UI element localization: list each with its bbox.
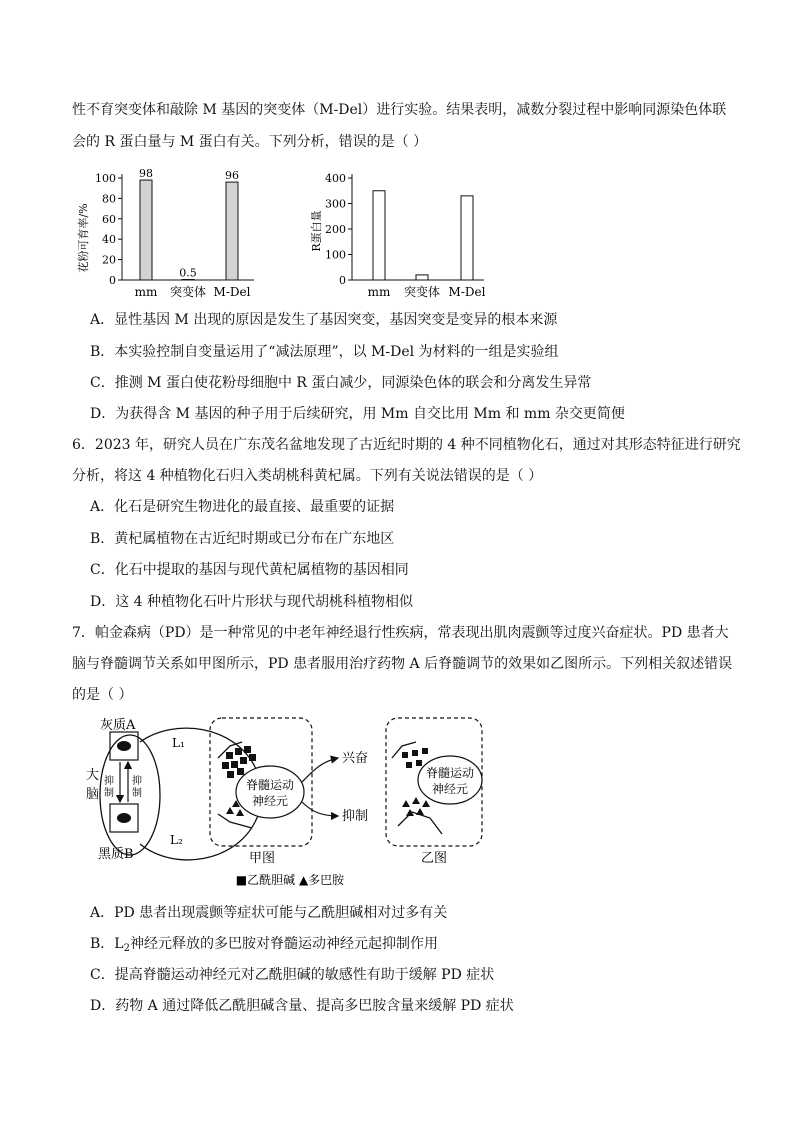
yi-synapse-bottom [398, 812, 442, 834]
chart1-ytick-label: 20 [102, 253, 116, 267]
y-axis-label-2 [310, 210, 323, 251]
chart2-ytick-label: 400 [325, 172, 346, 185]
inhibit-right-1: 抑 [132, 776, 142, 787]
q6-option-c: C．化石中提取的基因与现代黄杞属植物的基因相同 [90, 562, 409, 578]
brain-label-1: 大 [86, 768, 100, 783]
chart1-ytick-label: 40 [102, 233, 116, 247]
chart1-ytick-label: 80 [102, 192, 116, 206]
chart2-category-label: M-Del [448, 285, 486, 299]
q7-line-1: 7．帕金森病（PD）是一种常见的中老年神经退行性疾病，常表现出肌肉震颤等过度兴奋症状。PD 患者大 [72, 625, 729, 641]
chart1-data-label: 0.5 [179, 266, 197, 280]
l2-label: L₂ [170, 833, 183, 847]
chart1-bar [140, 180, 152, 280]
q5-option-b: B．本实验控制自变量运用了“减法原理”，以 M-Del 为材料的一组是实验组 [90, 344, 559, 360]
inhibit-left-1: 抑 [104, 776, 114, 787]
q6-option-a: A．化石是研究生物进化的最直接、最重要的证据 [90, 499, 395, 515]
excite-arrow [302, 758, 338, 782]
chart1-bar [226, 182, 238, 280]
gray-matter-nucleus [117, 741, 131, 751]
chart1-category-label: 突变体 [169, 285, 207, 299]
q6-option-d: D．这 4 种植物化石叶片形状与现代胡桃科植物相似 [90, 594, 414, 610]
yi-caption: 乙图 [420, 851, 448, 866]
chart2-bar [373, 191, 385, 280]
chart1-bar [182, 279, 194, 280]
q7-option-d: D．药物 A 通过降低乙酰胆碱含量、提高多巴胺含量来缓解 PD 症状 [90, 998, 514, 1014]
q5-option-d: D．为获得含 M 基因的种子用于后续研究，用 Mm 自交比用 Mm 和 mm 杂交更简便 [90, 406, 625, 422]
chart1-ytick-label: 100 [95, 172, 116, 185]
q5-option-c: C．推测 M 蛋白使花粉母细胞中 R 蛋白减少，同源染色体的联会和分离发生异常 [90, 375, 592, 391]
chart2-category-label: mm [367, 285, 391, 299]
q5-option-a: A．显性基因 M 出现的原因是发生了基因突变，基因突变是变异的根本来源 [90, 312, 558, 328]
chart2-ytick-label: 0 [339, 274, 346, 287]
inhibit-out-arrow [302, 802, 338, 816]
l1-label: L₁ [172, 736, 185, 750]
chart1-data-label: 96 [225, 169, 239, 183]
chart2-bar [416, 275, 428, 280]
yi-neuron [418, 756, 482, 804]
chart1-data-label: 98 [139, 167, 153, 181]
q7-option-b [90, 934, 438, 959]
q7-option-b-subscript: 2 [123, 943, 130, 954]
yi-acetylcholine-cluster [402, 748, 428, 768]
svg-text:R蛋白量: R蛋白量 [310, 210, 323, 252]
pollen-fertility-chart [72, 166, 272, 306]
chart1-ytick-label: 60 [102, 212, 116, 226]
q7-option-b-text: 神经元释放的多巴胺对脊髓运动神经元起抑制作用 [129, 936, 438, 952]
q6-line-1: 6．2023 年，研究人员在广东茂名盆地发现了古近纪时期的 4 种不同植物化石，通过对其形态特征进行研究 [72, 437, 741, 453]
excite-label: 兴奋 [342, 751, 369, 766]
q7-option-b-prefix: B．L [90, 936, 124, 952]
jia-neuron [236, 766, 304, 818]
inhibit-left-2: 制 [104, 788, 114, 799]
black-matter-label: 黑质B [98, 847, 134, 862]
chart2-category-label: 突变体 [403, 285, 441, 299]
inhibit-out-label: 抑制 [342, 809, 369, 824]
inhibit-right-2: 制 [132, 788, 142, 799]
chart1-ytick-label: 0 [109, 274, 116, 287]
jia-neuron-label-1: 脊髓运动 [245, 778, 295, 792]
chart1-category-label: mm [134, 285, 158, 299]
chart2-ytick-label: 200 [325, 223, 346, 236]
y-axis-label-1 [76, 203, 90, 272]
q7-option-a: A．PD 患者出现震颤等症状可能与乙酰胆碱相对过多有关 [90, 905, 448, 921]
q6-option-b: B．黄杞属植物在古近纪时期或已分布在广东地区 [90, 531, 395, 547]
intro-line-1: 性不育突变体和敲除 M 基因的突变体（M-Del）进行实验。结果表明，减数分裂过程中影响同源染色体联 [72, 102, 727, 118]
diagram-legend: ■乙酰胆碱 ▲多巴胺 [235, 873, 345, 887]
chart2-ytick-label: 300 [325, 197, 346, 211]
svg-text:花粉可育率/%: 花粉可育率/% [77, 203, 90, 273]
jia-caption: 甲图 [248, 851, 276, 866]
q7-line-2: 脑与脊髓调节关系如甲图所示，PD 患者服用治疗药物 A 后脊髓调节的效果如乙图所示。下列相关叙述错误 [72, 656, 733, 672]
chart1-category-label: M-Del [213, 285, 251, 299]
yi-neuron-label-2: 神经元 [431, 782, 469, 796]
black-matter-nucleus [117, 813, 131, 823]
q7-option-c: C．提高脊髓运动神经元对乙酰胆碱的敏感性有助于缓解 PD 症状 [90, 967, 495, 983]
q6-line-2: 分析，将这 4 种植物化石归入类胡桃科黄杞属。下列有关说法错误的是（ ） [72, 468, 543, 484]
pd-diagram [80, 712, 500, 892]
brain-label-2: 脑 [86, 787, 100, 802]
q7-line-3: 的是（ ） [72, 687, 133, 703]
intro-line-2: 会的 R 蛋白量与 M 蛋白有关。下列分析，错误的是（ ） [72, 134, 428, 150]
gray-matter-label: 灰质A [100, 718, 136, 733]
jia-neuron-label-2: 神经元 [251, 794, 289, 808]
r-protein-chart [302, 166, 502, 306]
jia-synapse-bottom [218, 814, 252, 828]
yi-neuron-label-1: 脊髓运动 [425, 766, 475, 780]
chart2-bar [461, 196, 473, 280]
chart2-ytick-label: 100 [325, 248, 346, 262]
